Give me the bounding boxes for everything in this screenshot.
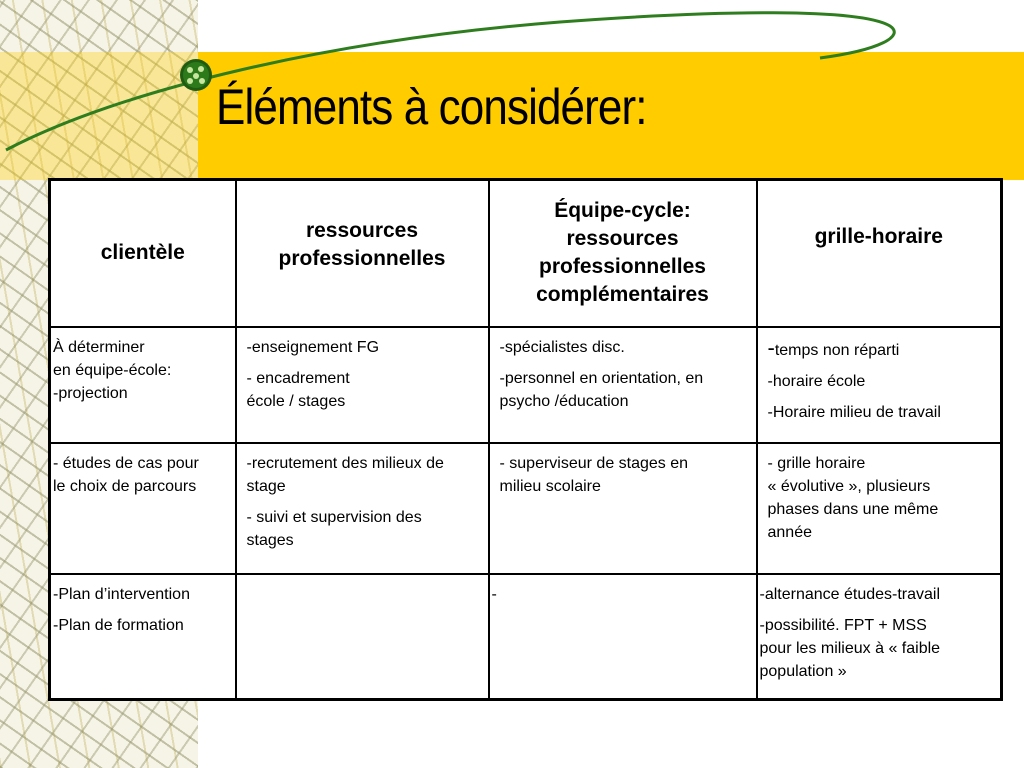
table-header-row xyxy=(50,180,1002,327)
table-cell xyxy=(489,327,757,443)
table-cell xyxy=(489,443,757,574)
table-cell xyxy=(236,443,489,574)
cell-line: pour les milieux à « faible xyxy=(759,639,941,657)
cell-line: -Horaire milieu de travail xyxy=(767,403,941,421)
cell-line: - grille horaire xyxy=(767,454,866,472)
considerations-table-container xyxy=(48,178,1000,698)
cell-line: « évolutive », plusieurs xyxy=(767,477,931,495)
table-cell xyxy=(50,574,236,700)
cell-line: phases dans une même xyxy=(767,500,939,518)
cell-line: le choix de parcours xyxy=(53,477,197,495)
cell-line: À déterminer xyxy=(53,338,145,356)
cell-text: temps non réparti xyxy=(774,341,900,359)
cell-line: -personnel en orientation, en xyxy=(499,369,704,387)
table-row xyxy=(50,327,1002,443)
dash-mark: - xyxy=(767,334,775,360)
table-row xyxy=(50,443,1002,574)
cell-line: - suivi et supervision des xyxy=(246,508,422,526)
table-row xyxy=(50,574,1002,700)
table-cell xyxy=(236,327,489,443)
header-clientele: clientèle xyxy=(50,180,236,327)
cell-line: - études de cas pour xyxy=(53,454,199,472)
cell-line: population » xyxy=(759,662,847,680)
table-cell xyxy=(50,327,236,443)
cell-line: en équipe-école: xyxy=(53,361,172,379)
cell-line: -alternance études-travail xyxy=(759,585,941,603)
cell-line: -Plan de formation xyxy=(53,616,184,634)
cell-line: -recrutement des milieux de xyxy=(246,454,444,472)
table-cell xyxy=(50,443,236,574)
table-cell-empty xyxy=(236,574,489,700)
green-bead-icon xyxy=(180,59,212,91)
header-equipe-cycle: Équipe-cycle: ressources professionnelles complémentaires xyxy=(489,180,757,327)
table-cell xyxy=(757,443,1002,574)
table-cell xyxy=(757,574,1002,700)
page-title: Éléments à considérer: xyxy=(216,79,647,135)
cell-line: - xyxy=(491,585,497,603)
cell-line: -projection xyxy=(53,384,128,402)
cell-line: -Plan d’intervention xyxy=(53,585,190,603)
cell-line xyxy=(768,336,995,362)
cell-line: -horaire école xyxy=(767,372,866,390)
considerations-table xyxy=(48,178,1003,701)
cell-line: -spécialistes disc. xyxy=(499,338,625,356)
cell-line: - superviseur de stages en xyxy=(499,454,689,472)
cell-line: année xyxy=(767,523,812,541)
cell-line: stages xyxy=(246,531,294,549)
cell-line: école / stages xyxy=(246,392,346,410)
table-cell xyxy=(757,327,1002,443)
cell-line: -possibilité. FPT + MSS xyxy=(759,616,927,634)
header-grille-horaire: grille-horaire xyxy=(757,180,1002,327)
table-cell xyxy=(489,574,757,700)
cell-line: psycho /éducation xyxy=(499,392,629,410)
cell-line: stage xyxy=(246,477,286,495)
cell-line: - encadrement xyxy=(246,369,350,387)
header-ressources: ressources professionnelles xyxy=(236,180,489,327)
cell-line: milieu scolaire xyxy=(499,477,601,495)
cell-line: -enseignement FG xyxy=(246,338,380,356)
